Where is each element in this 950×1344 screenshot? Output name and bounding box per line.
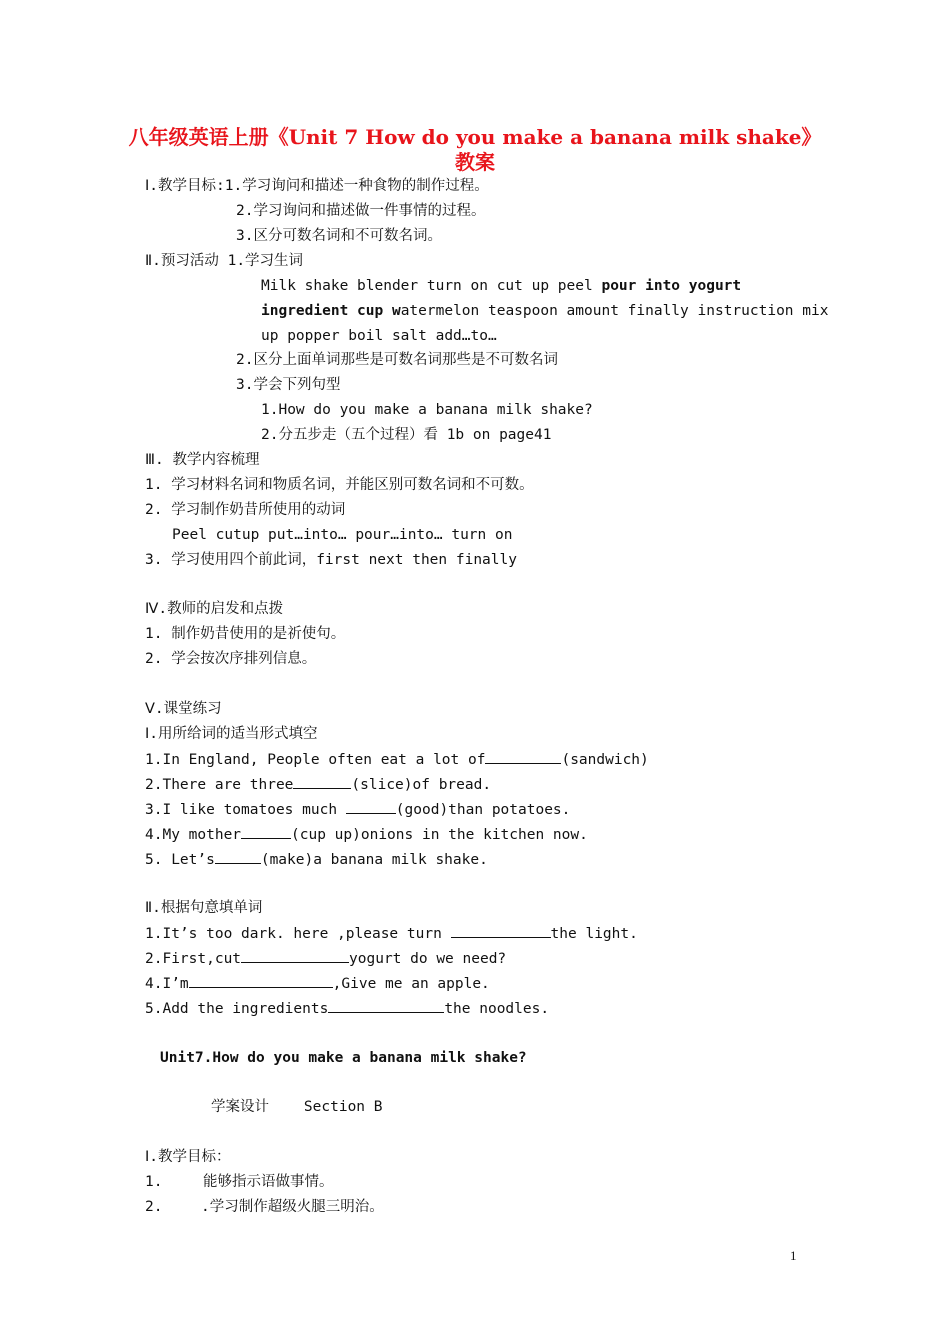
content-item-3: 3. 学习使用四个前此词，first next then finally (145, 552, 517, 568)
answer-blank (346, 799, 396, 814)
vocab-text: atermelon teaspoon amount finally instruction mix (400, 303, 829, 319)
sentence-pattern-2: 2.分五步走（五个过程）看 1b on page41 (261, 427, 552, 443)
content-item-2: 2. 学习制作奶昔所使用的动词 (145, 502, 346, 518)
preview-item-2: 2.区分上面单词那些是可数名词那些是不可数名词 (236, 352, 558, 368)
preview-heading: Ⅱ.预习活动 1.学习生词 (145, 253, 304, 269)
page-number: 1 (790, 1248, 797, 1263)
practice-heading: Ⅴ.课堂练习 (145, 701, 222, 717)
vocab-text: Milk shake blender turn on cut up peel (261, 278, 602, 294)
exercise-1-q5: 5. Let’s (make)a banana milk shake. (145, 849, 488, 870)
answer-blank (328, 998, 444, 1013)
answer-blank (215, 849, 261, 864)
content-heading: Ⅲ. 教学内容梳理 (145, 452, 260, 468)
section-b-title: Unit7.How do you make a banana milk shake? (160, 1050, 527, 1066)
teaching-goals-1: Ⅰ.教学目标:1.学习询问和描述一种食物的制作过程。 (145, 178, 489, 194)
document-title-line2: 教案 (455, 150, 495, 174)
section-b-goal-2: 2. .学习制作超级火腿三明治。 (145, 1199, 384, 1215)
exercise-1-q2: 2.There are three (slice)of bread. (145, 774, 491, 795)
guidance-item-2: 2. 学会按次序排列信息。 (145, 651, 317, 667)
guidance-item-1: 1. 制作奶昔使用的是祈使句。 (145, 626, 346, 642)
vocab-line-3: up popper boil salt add…to… (261, 328, 497, 344)
exercise-1-q3: 3.I like tomatoes much (good)than potatoes. (145, 799, 570, 820)
exercise-2-q1: 1.It’s too dark. here ,please turn the light. (145, 923, 638, 944)
answer-blank (189, 973, 333, 988)
answer-blank (451, 923, 551, 938)
vocab-line-1 (261, 276, 741, 296)
section-b-goals-heading: Ⅰ.教学目标： (145, 1149, 231, 1165)
exercise-2-q2: 2.First,cut yogurt do we need? (145, 948, 506, 969)
exercise-2-q4: 4.I’m ,Give me an apple. (145, 973, 490, 994)
exercise-1-q1: 1.In England, People often eat a lot of (sandwich) (145, 749, 649, 770)
answer-blank (485, 749, 561, 764)
content-item-1: 1. 学习材料名词和物质名词，并能区别可数名词和不可数。 (145, 477, 534, 493)
answer-blank (241, 948, 349, 963)
section-b-goal-1: 1. 能够指示语做事情。 (145, 1174, 334, 1190)
exercise-1-heading: Ⅰ.用所给词的适当形式填空 (145, 726, 318, 742)
vocab-bold: pour into yogurt (601, 278, 742, 294)
exercise-1-q4: 4.My mother (cup up)onions in the kitchen now. (145, 824, 588, 845)
teaching-goals-3: 3.区分可数名词和不可数名词。 (236, 228, 442, 244)
vocab-bold: ingredient cup w (261, 303, 401, 319)
exercise-2-heading: Ⅱ.根据句意填单词 (145, 900, 263, 916)
answer-blank (293, 774, 351, 789)
answer-blank (241, 824, 291, 839)
preview-item-3: 3.学会下列句型 (236, 377, 341, 393)
document-title: 八年级英语上册《Unit 7 How do you make a banana milk shake》 (128, 125, 822, 149)
vocab-line-2 (261, 301, 828, 321)
guidance-heading: Ⅳ.教师的启发和点拨 (145, 601, 284, 617)
section-b-subtitle: 学案设计 Section B (211, 1099, 383, 1115)
exercise-2-q5: 5.Add the ingredients the noodles. (145, 998, 549, 1019)
teaching-goals-2: 2.学习询问和描述做一件事情的过程。 (236, 203, 486, 219)
sentence-pattern-1: 1.How do you make a banana milk shake? (261, 402, 593, 418)
verbs-list: Peel cutup put…into… pour…into… turn on (172, 527, 513, 543)
